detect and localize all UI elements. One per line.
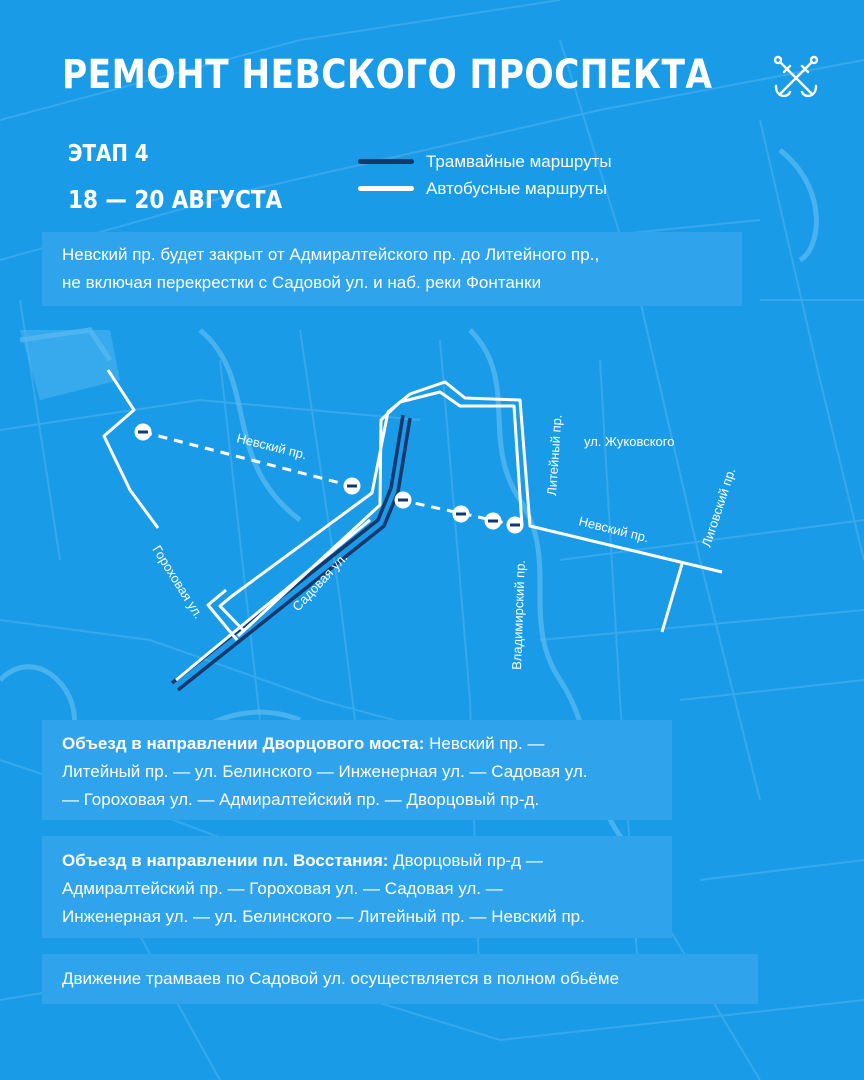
label-ligovsky: Лиговский пр. xyxy=(698,465,739,549)
tram-note xyxy=(42,954,758,1004)
detour-palace-bridge xyxy=(42,720,672,820)
closure-marker xyxy=(395,492,412,509)
detour-line: Инженерная ул. — ул. Белинского — Литейный пр. — Невский пр. xyxy=(62,907,585,926)
closure-marker xyxy=(507,517,524,534)
label-nevsky-east: Невский пр. xyxy=(577,513,651,546)
date-range: 18 — 20 АВГУСТА xyxy=(68,185,283,214)
legend-bus xyxy=(358,175,612,202)
label-gorokhovaya: Гороховая ул. xyxy=(149,542,207,622)
detour-line: — Гороховая ул. — Адмиралтейский пр. — Дворцовый пр-д. xyxy=(62,790,540,809)
bus-line-swatch xyxy=(358,186,414,191)
label-nevsky-west: Невский пр. xyxy=(235,430,309,463)
page-title: РЕМОНТ НЕВСКОГО ПРОСПЕКТА xyxy=(62,52,713,98)
closure-markers xyxy=(135,424,524,534)
label-liteyny: Литейный пр. xyxy=(544,413,565,497)
detour-heading: Объезд в направлении пл. Восстания: xyxy=(62,851,389,870)
stage-label: ЭТАП 4 xyxy=(68,141,149,167)
closure-marker xyxy=(344,478,361,495)
tram-line-swatch xyxy=(358,159,414,164)
tram-note-text: Движение трамваев по Садовой ул. осуществляется в полном обьёме xyxy=(62,969,620,988)
map-legend xyxy=(358,148,612,202)
detour-text: Невский пр. — xyxy=(424,734,545,753)
closure-marker xyxy=(485,513,502,530)
label-vladimirsky: Владимирский пр. xyxy=(509,559,528,671)
label-sadovaya: Садовая ул. xyxy=(289,549,351,615)
detour-line xyxy=(62,847,652,875)
park-area xyxy=(20,330,120,400)
closure-notice xyxy=(42,232,742,306)
notice-line: Невский пр. будет закрыт от Адмиралтейского пр. до Литейного пр., xyxy=(62,245,600,264)
detour-vosstaniya xyxy=(42,836,672,938)
notice-line: не включая перекрестки с Садовой ул. и наб. реки Фонтанки xyxy=(62,273,542,292)
closure-marker xyxy=(453,506,470,523)
spb-crossed-anchors-icon xyxy=(770,52,822,104)
legend-tram-label: Трамвайные маршруты xyxy=(426,151,612,171)
detour-text: Дворцовый пр-д — xyxy=(388,851,543,870)
detour-line xyxy=(62,730,652,758)
detour-line: Адмиралтейский пр. — Гороховая ул. — Садовая ул. — xyxy=(62,879,503,898)
closure-marker xyxy=(135,424,152,441)
detour-heading: Объезд в направлении Дворцового моста: xyxy=(62,734,425,753)
detour-line: Литейный пр. — ул. Белинского — Инженерная ул. — Садовая ул. xyxy=(62,762,588,781)
legend-bus-label: Автобусные маршруты xyxy=(426,178,608,198)
legend-tram xyxy=(358,148,612,175)
label-zhukovskogo: ул. Жуковского xyxy=(584,434,675,449)
